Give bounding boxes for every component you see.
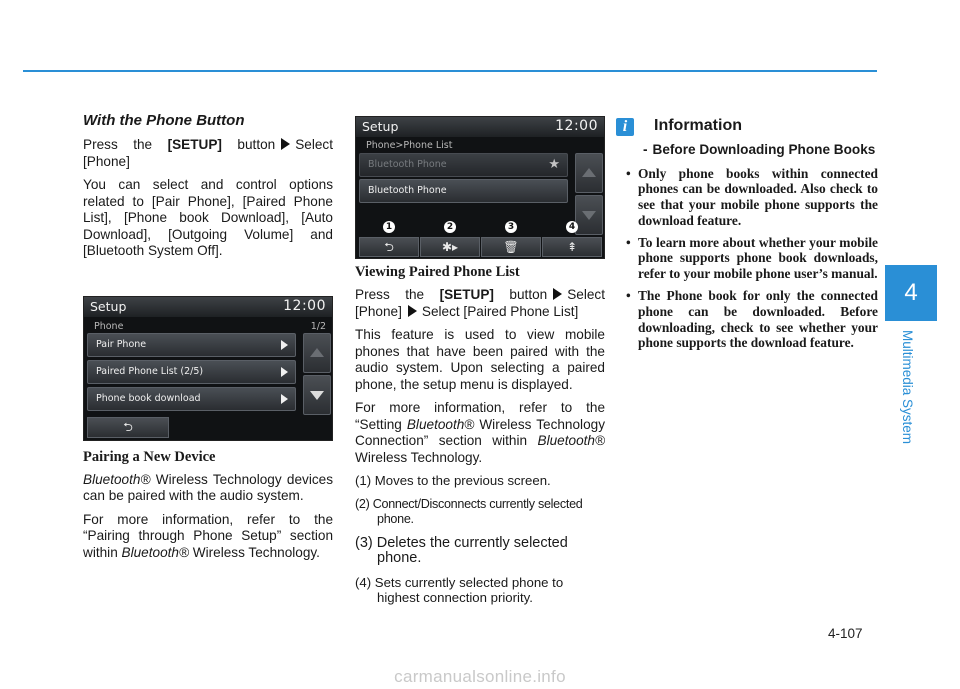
info-icon: i — [616, 118, 634, 136]
delete-button[interactable] — [481, 237, 541, 257]
chapter-tab: 4 — [885, 265, 937, 321]
instruction-paired-list: Press the [SETUP] button Select [Phone] Select [Paired Phone List] — [355, 287, 605, 319]
list-item: (4) Sets currently selected phone to highest connection priority. — [355, 574, 564, 605]
arrow-right-icon — [281, 138, 290, 150]
column-1 — [83, 108, 333, 568]
section-heading-phone-button: With the Phone Button — [83, 112, 245, 129]
star-icon: ★ — [548, 157, 560, 172]
list-item: (1) Moves to the previous screen. — [355, 473, 551, 488]
play-arrow-icon — [281, 394, 288, 404]
information-header — [614, 116, 878, 138]
menu-row-phone-book-download[interactable]: Phone book download — [87, 387, 296, 411]
move-to-top-icon: ⇞ — [566, 240, 578, 254]
triangle-down-icon — [582, 211, 596, 220]
triangle-up-icon — [582, 168, 596, 177]
list-item: (2) Connect/Disconnects currently selected phone. — [355, 496, 583, 526]
chapter-label: Multimedia System — [900, 330, 915, 445]
screen-title: Setup — [90, 298, 127, 314]
column-2 — [355, 116, 605, 614]
priority-button[interactable] — [542, 237, 602, 257]
paired-list-description: This feature is used to view mobile phones that have been paired with the audio system. Upon selecting a paired phone, the setup menu is displayed. — [355, 327, 605, 392]
play-arrow-icon — [281, 367, 288, 377]
callout-marker-2: 2 — [444, 221, 456, 233]
trash-icon: 🗑 — [503, 240, 519, 254]
triangle-up-icon — [310, 348, 324, 357]
scroll-down-button[interactable] — [303, 375, 331, 415]
section-heading-pairing: Pairing a New Device — [83, 448, 216, 465]
scroll-up-button[interactable] — [575, 153, 603, 193]
callout-marker-4: 4 — [566, 221, 578, 233]
connect-button[interactable] — [420, 237, 480, 257]
list-item: • Only phone books within connected phones can be downloaded. Also check to see that your mobile phone supports the download feature. — [614, 166, 878, 229]
bluetooth-icon: ✱▸ — [441, 240, 459, 254]
top-rule — [23, 70, 877, 72]
triangle-down-icon — [310, 391, 324, 400]
menu-row-paired-phone-list[interactable]: Paired Phone List (2/5) — [87, 360, 296, 384]
list-item: • The Phone book for only the connected phone can be downloaded. Before downloading, check to see whether your phone supports the download feature. — [614, 288, 878, 351]
screen-subtitle: Phone — [94, 320, 124, 332]
screen-title: Setup — [362, 119, 399, 134]
information-bullets — [614, 166, 878, 352]
phone-list-row-2[interactable]: Bluetooth Phone — [359, 179, 568, 203]
back-button[interactable] — [87, 417, 169, 438]
section-heading-paired-list: Viewing Paired Phone List — [355, 264, 520, 280]
column-3 — [614, 116, 878, 357]
menu-row-pair-phone[interactable]: Pair Phone — [87, 333, 296, 357]
screen-pager: 1/2 — [310, 320, 326, 332]
information-subtitle: - Before Downloading Phone Books — [643, 142, 876, 157]
pairing-reference-paragraph: For more information, refer to the “Pairing through Phone Setup” section within Bluetooth® Wireless Technology. — [83, 511, 333, 560]
instruction-setup-phone: Press the [SETUP] button Select [Phone] — [83, 137, 333, 169]
callout-marker-1: 1 — [383, 221, 395, 233]
list-item: • To learn more about whether your mobile phone supports phone book downloads, refer to your mobile phone user’s manual. — [614, 235, 878, 282]
scroll-up-button[interactable] — [303, 333, 331, 373]
back-arrow-icon: ⮌ — [384, 240, 394, 254]
scroll-down-button[interactable] — [575, 195, 603, 235]
arrow-right-icon — [408, 305, 417, 317]
phone-setup-screenshot — [83, 296, 333, 441]
watermark: carmanualsonline.info — [394, 667, 566, 686]
callout-marker-3: 3 — [505, 221, 517, 233]
back-arrow-icon: ⮌ — [123, 419, 133, 434]
information-title: Information — [654, 117, 742, 134]
pairing-paragraph: Bluetooth® Wireless Technology devices can be paired with the audio system. — [83, 471, 333, 503]
back-button[interactable] — [359, 237, 419, 257]
page-number: 4-107 — [828, 626, 863, 641]
screen-title-bar — [356, 117, 604, 137]
list-item: (3) Deletes the currently selected phone. — [355, 534, 568, 566]
screen-title-bar — [84, 297, 332, 317]
options-paragraph: You can select and control options related to [Pair Phone], [Paired Phone List], [Phone book Download], [Auto Download], [Outgoing Volume] and [Bluetooth System Off]. — [83, 177, 333, 258]
phone-list-screenshot — [355, 116, 605, 259]
arrow-right-icon — [553, 288, 562, 300]
play-arrow-icon — [281, 340, 288, 350]
screen-subtitle: Phone>Phone List — [366, 140, 453, 151]
screen-clock: 12:00 — [555, 118, 598, 134]
paired-list-reference: For more information, refer to the “Setting Bluetooth® Wireless Technology Connection” section within Bluetooth® Wireless Technology. — [355, 400, 605, 465]
screen-clock: 12:00 — [283, 297, 326, 314]
callout-list — [355, 473, 605, 606]
phone-list-row-1[interactable]: Bluetooth Phone ★ — [359, 153, 568, 177]
